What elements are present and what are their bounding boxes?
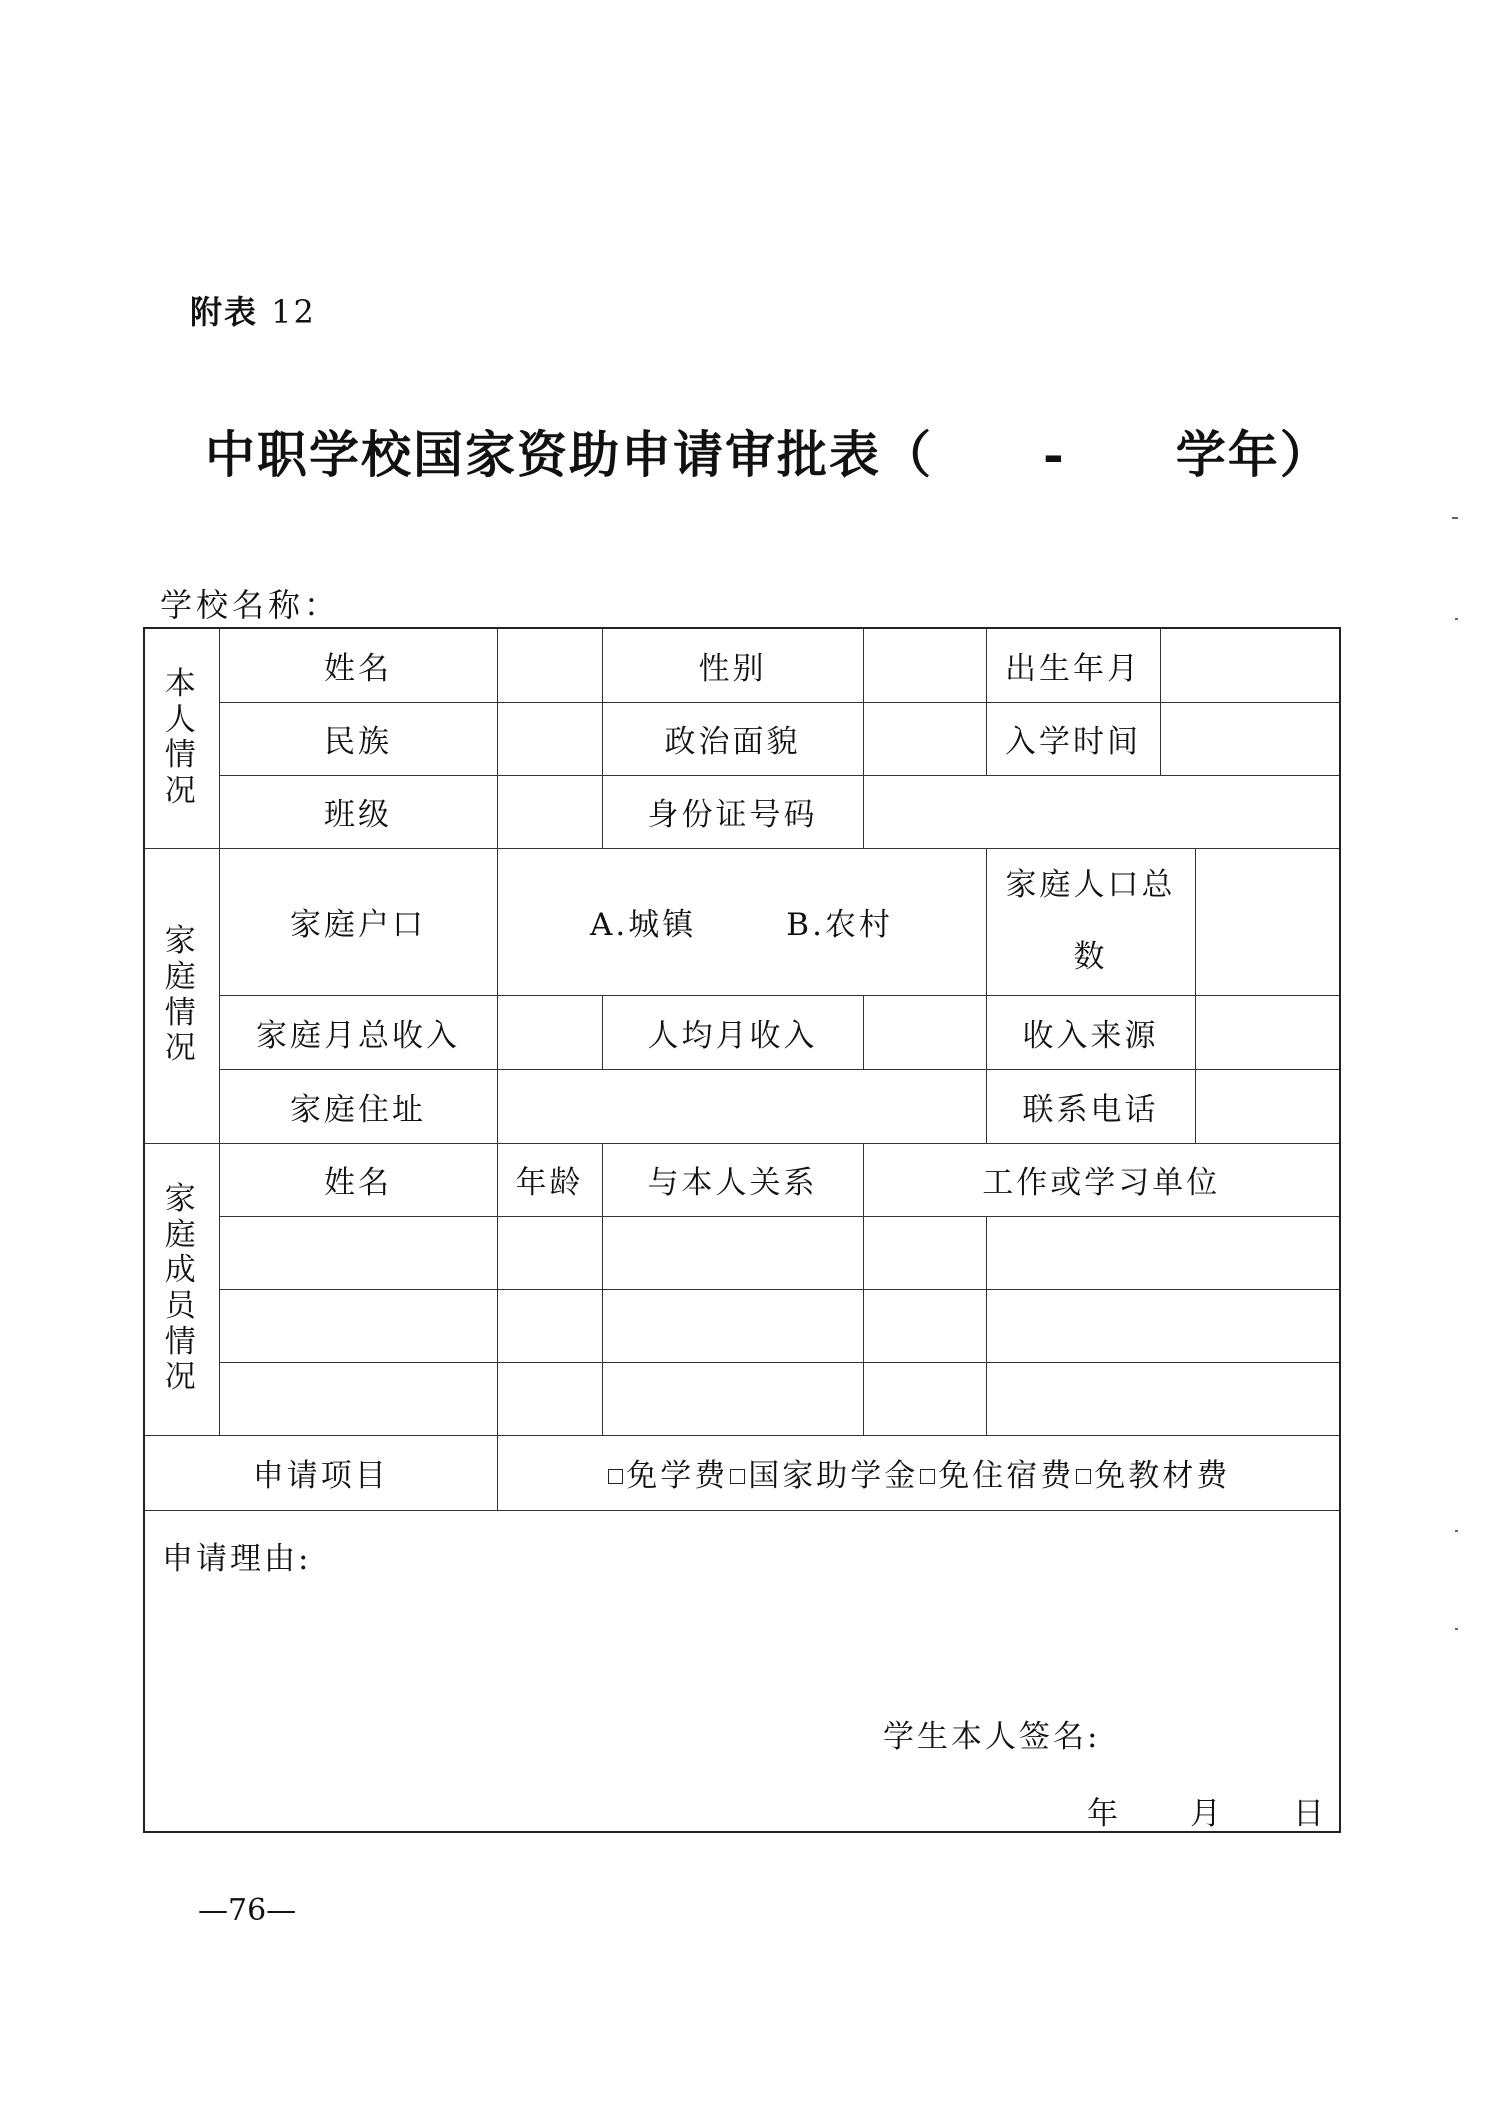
label-monthly-income: 家庭月总收入 xyxy=(219,995,497,1069)
label-member-workplace: 工作或学习单位 xyxy=(863,1143,1340,1216)
label-address: 家庭住址 xyxy=(219,1069,497,1143)
title-suffix: 学年） xyxy=(1175,425,1332,484)
value-class[interactable] xyxy=(497,775,602,848)
section-personal: 本 人 情 况 xyxy=(144,628,219,848)
household-options[interactable] xyxy=(497,848,986,995)
member-cell[interactable] xyxy=(863,1216,986,1289)
option-tuition: 免学费 xyxy=(626,1458,729,1494)
option-rural[interactable]: B.农村 xyxy=(786,907,893,943)
label-population: 家庭人口总 数 xyxy=(986,848,1195,995)
checkbox-grant[interactable] xyxy=(730,1469,745,1484)
label-reason: 申请理由: xyxy=(162,1540,312,1577)
member-cell[interactable] xyxy=(863,1362,986,1435)
value-address[interactable] xyxy=(497,1069,986,1143)
label-signature: 学生本人签名: xyxy=(883,1718,1101,1755)
member-cell[interactable] xyxy=(602,1362,863,1435)
label-per-capita: 人均月收入 xyxy=(602,995,863,1069)
margin-mark xyxy=(1455,618,1458,620)
annex-label xyxy=(190,287,316,333)
date-year: 年 xyxy=(1087,1795,1118,1832)
label-class: 班级 xyxy=(219,775,497,848)
member-cell[interactable] xyxy=(863,1289,986,1362)
option-dorm: 免住宿费 xyxy=(938,1458,1075,1494)
label-income-source: 收入来源 xyxy=(986,995,1195,1069)
annex-number: 12 xyxy=(271,293,316,331)
title-dash: - xyxy=(1043,425,1066,484)
value-per-capita[interactable] xyxy=(863,995,986,1069)
value-ethnicity[interactable] xyxy=(497,702,602,775)
value-monthly-income[interactable] xyxy=(497,995,602,1069)
signature-date xyxy=(1087,1788,1324,1833)
member-cell[interactable] xyxy=(497,1362,602,1435)
label-birth: 出生年月 xyxy=(986,628,1160,702)
school-name-label: 学校名称： xyxy=(160,586,341,624)
option-urban[interactable]: A.城镇 xyxy=(590,907,697,943)
member-cell[interactable] xyxy=(602,1216,863,1289)
member-cell[interactable] xyxy=(497,1216,602,1289)
member-cell[interactable] xyxy=(602,1289,863,1362)
value-id-number[interactable] xyxy=(863,775,1340,848)
member-cell[interactable] xyxy=(219,1216,497,1289)
reason-cell[interactable] xyxy=(144,1510,1340,1832)
member-cell[interactable] xyxy=(986,1289,1340,1362)
page-title xyxy=(205,415,1332,487)
application-form-table xyxy=(143,627,1341,1833)
option-textbook: 免教材费 xyxy=(1094,1458,1231,1494)
value-political[interactable] xyxy=(863,702,986,775)
section-members: 家 庭 成 员 情 况 xyxy=(144,1143,219,1435)
member-cell[interactable] xyxy=(986,1216,1340,1289)
value-population[interactable] xyxy=(1195,848,1340,995)
member-cell[interactable] xyxy=(219,1362,497,1435)
member-cell[interactable] xyxy=(497,1289,602,1362)
label-id-number: 身份证号码 xyxy=(602,775,863,848)
checkbox-dorm[interactable] xyxy=(920,1469,935,1484)
date-day: 日 xyxy=(1293,1795,1324,1832)
label-member-name: 姓名 xyxy=(219,1143,497,1216)
margin-mark xyxy=(1452,517,1458,519)
option-grant: 国家助学金 xyxy=(748,1458,919,1494)
label-political: 政治面貌 xyxy=(602,702,863,775)
label-name: 姓名 xyxy=(219,628,497,702)
label-member-relation: 与本人关系 xyxy=(602,1143,863,1216)
member-cell[interactable] xyxy=(986,1362,1340,1435)
label-gender: 性别 xyxy=(602,628,863,702)
label-enroll: 入学时间 xyxy=(986,702,1160,775)
date-month: 月 xyxy=(1190,1795,1221,1832)
label-member-age: 年龄 xyxy=(497,1143,602,1216)
member-cell[interactable] xyxy=(219,1289,497,1362)
margin-mark xyxy=(1455,1628,1458,1630)
value-name[interactable] xyxy=(497,628,602,702)
label-application-items: 申请项目 xyxy=(144,1435,497,1510)
label-phone: 联系电话 xyxy=(986,1069,1195,1143)
label-household: 家庭户口 xyxy=(219,848,497,995)
checkbox-textbook[interactable] xyxy=(1076,1469,1091,1484)
annex-text: 附表 xyxy=(190,293,259,331)
title-main: 中职学校国家资助申请审批表（ xyxy=(205,425,933,484)
value-gender[interactable] xyxy=(863,628,986,702)
value-birth[interactable] xyxy=(1160,628,1340,702)
checkbox-tuition[interactable] xyxy=(608,1469,623,1484)
application-options xyxy=(497,1435,1340,1510)
page-number: —76— xyxy=(198,1893,297,1928)
value-enroll[interactable] xyxy=(1160,702,1340,775)
label-ethnicity: 民族 xyxy=(219,702,497,775)
section-family: 家 庭 情 况 xyxy=(144,848,219,1143)
value-phone[interactable] xyxy=(1195,1069,1340,1143)
value-income-source[interactable] xyxy=(1195,995,1340,1069)
margin-mark xyxy=(1455,1530,1458,1532)
